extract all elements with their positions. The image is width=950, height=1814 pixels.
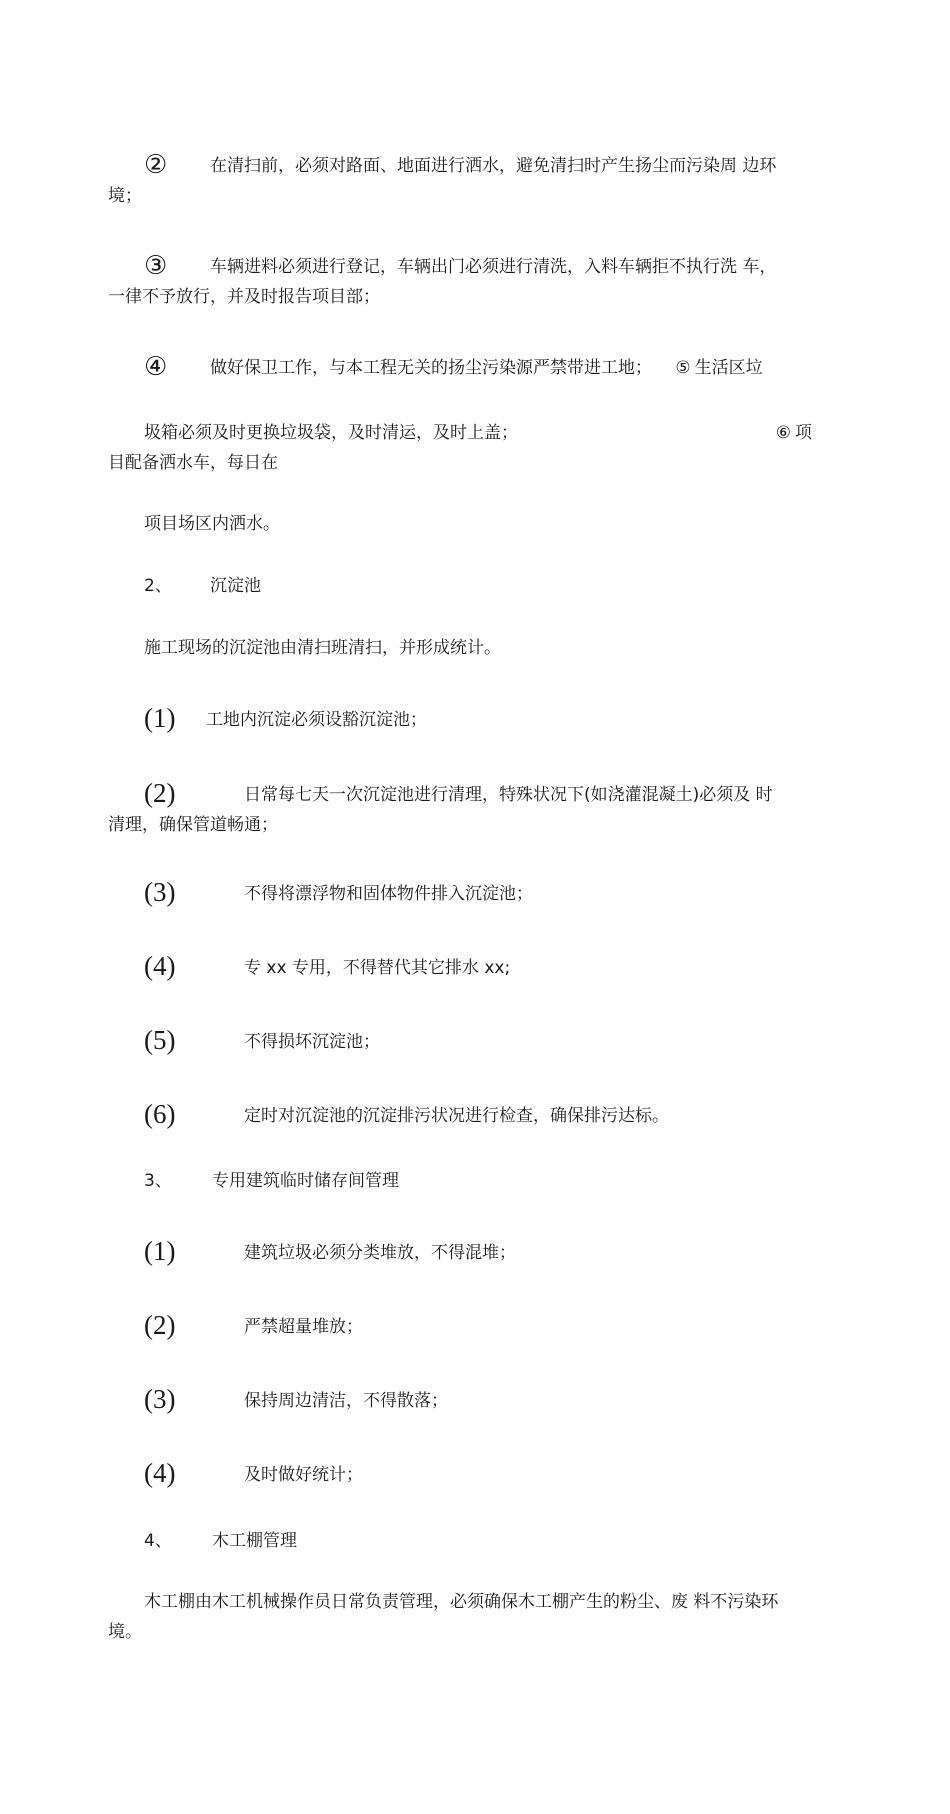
list-item-circled-5-continued	[108, 418, 820, 478]
section-number: 3、	[144, 1171, 172, 1191]
body-text-continuation: 境。	[108, 1622, 142, 1642]
section-title: 沉淀池	[210, 576, 261, 596]
item-text: 不得损坏沉淀池；	[244, 1032, 380, 1052]
list-item	[108, 951, 820, 983]
item-text: 车辆进料必须进行登记，车辆出门必须进行清洗，入料车辆拒不执行洗 车，	[210, 257, 777, 277]
item-text: 定时对沉淀池的沉淀排污状况进行检查，确保排污达标。	[244, 1106, 669, 1126]
section-body	[108, 1587, 820, 1647]
item-marker: (4)	[144, 951, 176, 981]
circled-number-2: ②	[144, 150, 168, 180]
item-text: 项	[795, 423, 812, 443]
circled-number-6: ⑥	[775, 423, 791, 443]
list-item	[108, 703, 820, 735]
item-marker: (1)	[144, 703, 176, 733]
item-text: 保持周边清洁，不得散落；	[244, 1391, 448, 1411]
item-text-continuation: 目配备洒水车，每日在	[108, 453, 278, 473]
item-marker: (3)	[144, 877, 176, 907]
item-text: 工地内沉淀必须设豁沉淀池；	[206, 710, 427, 730]
section-heading-3	[108, 1166, 820, 1196]
section-heading-2	[108, 571, 820, 601]
circled-number-4: ④	[144, 352, 168, 382]
section-heading-4	[108, 1526, 820, 1556]
list-item	[108, 1025, 820, 1057]
list-item	[108, 1384, 820, 1416]
list-item	[108, 1310, 820, 1342]
item-text-continuation: 清理，确保管道畅通；	[108, 815, 278, 835]
paragraph	[108, 509, 820, 539]
item-text: 不得将漂浮物和固体物件排入沉淀池；	[244, 884, 533, 904]
section-number: 2、	[144, 576, 172, 596]
list-item	[108, 778, 820, 840]
list-item-circled-3	[108, 251, 820, 312]
item-marker: (4)	[144, 1458, 176, 1488]
intro-text: 施工现场的沉淀池由清扫班清扫，并形成统计。	[144, 638, 501, 658]
list-item	[108, 1236, 820, 1268]
item-marker: (2)	[144, 1310, 176, 1340]
list-item-circled-4	[108, 352, 820, 383]
item-marker: (2)	[144, 778, 176, 808]
list-item	[108, 1458, 820, 1490]
item-marker: (3)	[144, 1384, 176, 1414]
item-text: 在清扫前，必须对路面、地面进行洒水，避免清扫时产生扬尘而污染周 边环	[210, 156, 777, 176]
list-item	[108, 1099, 820, 1131]
item-text: 项目场区内洒水。	[144, 514, 280, 534]
item-text: 及时做好统计；	[244, 1465, 363, 1485]
item-text: 日常每七天一次沉淀池进行清理，特殊状况下(如浇灌混凝土)必须及 时	[244, 785, 773, 805]
item-text-continuation: 境；	[108, 186, 142, 206]
section-number: 4、	[144, 1531, 172, 1551]
item-marker: (6)	[144, 1099, 176, 1129]
section-title: 木工棚管理	[212, 1531, 297, 1551]
list-item	[108, 877, 820, 909]
list-item-circled-2	[108, 150, 820, 211]
item-text: 做好保卫工作，与本工程无关的扬尘污染源严禁带进工地；	[210, 358, 652, 378]
item-text-continuation: 一律不予放行，并及时报告项目部；	[108, 287, 380, 307]
item-text: 严禁超量堆放；	[244, 1317, 363, 1337]
circled-number-3: ③	[144, 251, 168, 281]
item-text: 生活区垃	[694, 358, 763, 378]
section-title: 专用建筑临时储存间管理	[212, 1171, 399, 1191]
item-text: 圾箱必须及时更换垃圾袋，及时清运，及时上盖；	[144, 423, 518, 443]
body-text: 木工棚由木工机械操作员日常负责管理，必须确保木工棚产生的粉尘、废 料不污染环	[144, 1592, 779, 1612]
circled-number-5: ⑤	[675, 358, 691, 378]
item-text: 建筑垃圾必须分类堆放，不得混堆；	[244, 1243, 516, 1263]
section-intro	[108, 633, 820, 663]
item-text: 专 xx 专用，不得替代其它排水 xx;	[244, 958, 511, 978]
item-marker: (5)	[144, 1025, 176, 1055]
item-marker: (1)	[144, 1236, 176, 1266]
